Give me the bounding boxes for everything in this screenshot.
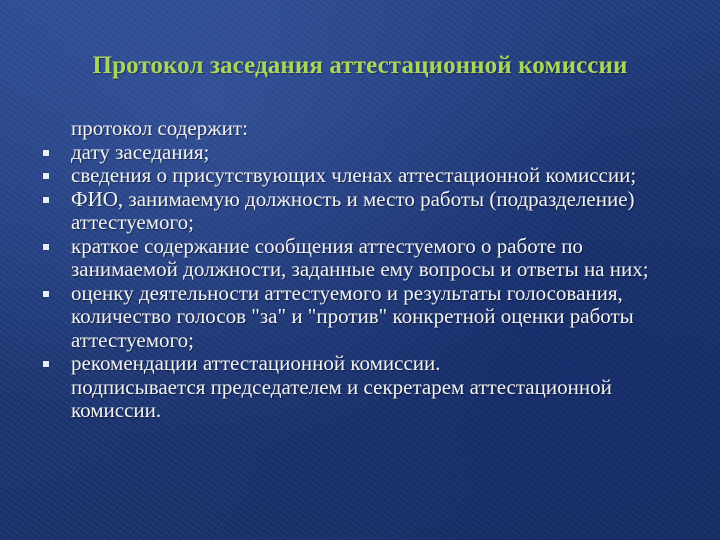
- list-item-text: сведения о присутствующих членах аттестационной комиссии;: [71, 163, 637, 187]
- slide-title: Протокол заседания аттестационной комиссии: [92, 52, 628, 79]
- list-item: [40, 188, 680, 235]
- list-item-text: рекомендации аттестационной комиссии.: [71, 351, 441, 375]
- list-item-text: краткое содержание сообщения аттестуемого о работе по занимаемой должности, заданные ему вопросы и ответы на них;: [71, 233, 649, 281]
- slide-body: [40, 117, 680, 423]
- list-item-text: оценку деятельности аттестуемого и результаты голосования, количество голосов "за" и "против" конкретной оценки работы аттестуемого;: [71, 280, 634, 352]
- list-item-text: дату заседания;: [71, 139, 210, 164]
- square-bullet-icon: [43, 173, 49, 179]
- square-bullet-icon: [43, 361, 49, 367]
- square-bullet-icon: [43, 291, 49, 297]
- bullet-list: [40, 141, 680, 376]
- list-item-text: ФИО, занимаемую должность и место работы (подразделение) аттестуемого;: [71, 186, 635, 234]
- outro-text: подписывается председателем и секретарем аттестационной комиссии.: [71, 374, 612, 422]
- square-bullet-icon: [43, 150, 49, 156]
- list-item: [40, 235, 680, 282]
- list-item: [40, 352, 680, 376]
- intro-text: протокол содержит:: [71, 116, 248, 140]
- list-item: [40, 141, 680, 165]
- square-bullet-icon: [43, 197, 49, 203]
- list-item: [40, 282, 680, 353]
- square-bullet-icon: [43, 244, 49, 250]
- list-item: [40, 164, 680, 188]
